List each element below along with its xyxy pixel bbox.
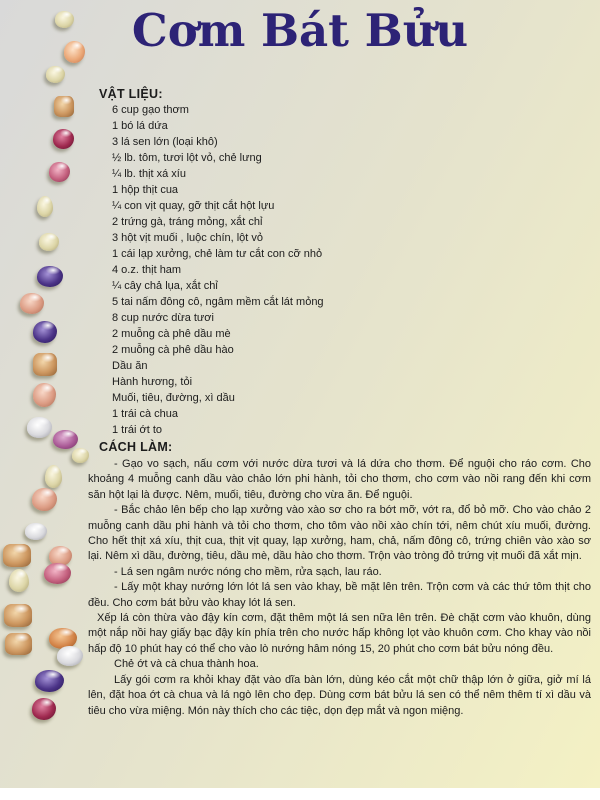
bead-gem-icon: [45, 465, 62, 488]
bead-gem-icon: [46, 66, 65, 83]
ingredient-item: ¼ con vịt quay, gỡ thịt cắt hột lựu: [112, 200, 275, 212]
bead-gem-icon: [32, 488, 57, 511]
ingredient-item: ½ lb. tôm, tươi lột vỏ, chẻ lưng: [112, 152, 262, 164]
ingredient-item: Hành hương, tỏi: [112, 376, 193, 388]
ingredient-item: 3 lá sen lớn (loại khô): [112, 136, 218, 148]
instructions-body: [88, 457, 591, 719]
instruction-paragraph: Xếp lá còn thừa vào đậy kín cơm, đặt thêm một lá sen nữa lên trên. Đè chặt cơm vào khuôn, dùng một nắp nồi hay giấy bạc đậy kín phía trên cho nước hấp không lọt vào khuôn cơm. Cho khay vào nồi hấp độ 10 phút hay có thể cho vào lò nướng hâm nóng 15, 20 phút cho cơm bát bửu nóng đều.: [88, 612, 591, 655]
bead-gem-icon: [4, 604, 32, 627]
bead-gem-icon: [5, 633, 32, 655]
ingredient-item: 1 bó lá dứa: [112, 120, 168, 132]
ingredient-item: 1 trái cà chua: [112, 408, 179, 420]
ingredients-heading: VẬT LIỆU:: [99, 87, 163, 101]
bead-gem-icon: [33, 383, 56, 407]
bead-gem-icon: [72, 448, 89, 463]
bead-border: [0, 0, 100, 788]
bead-gem-icon: [35, 670, 64, 692]
bead-gem-icon: [27, 417, 52, 438]
bead-gem-icon: [3, 544, 31, 567]
ingredients-list: [112, 102, 532, 438]
ingredient-item: ¼ lb. thịt xá xíu: [112, 168, 186, 180]
bead-gem-icon: [32, 698, 56, 720]
bead-gem-icon: [37, 266, 63, 287]
instruction-paragraph: - Bắc chảo lên bếp cho lạp xưởng vào xào sơ cho ra bớt mỡ, vớt ra, đổ bỏ mỡ. Cho vào chảo 2 muỗng canh dầu phi hành và tỏi cho thơm, cho tôm vào nồi xào chín tới, nêm chút xíu muối, đường. Cho hết thịt xá xíu, thịt cua, thịt vịt quay, lạp xưởng, ham, chả, nấm đông cô, trứng chiên vào xào sơ lại. Nêm xì dầu, đường, tiêu, dầu mè, dầu hào cho thơm. Trộn vào tròng đỏ trứng vịt muối đã xắt mịn.: [88, 504, 591, 563]
instruction-paragraph: Lấy gói cơm ra khỏi khay đặt vào dĩa bàn lớn, dùng kéo cắt một chữ thập lớn ở giữa, giở mí lá lên, đặt hoa ớt cà chua và lá ngò lên cho đẹp. Dùng cơm bát bửu lá sen có thể nêm thêm tí xì dầu và tiêu cho vừa miệng. Món này thích cho các tiệc, dọn đẹp mắt và ngon miệng.: [88, 673, 591, 717]
bead-gem-icon: [54, 96, 74, 117]
bead-gem-icon: [25, 523, 47, 540]
ingredient-item: 5 tai nấm đông cô, ngâm mềm cắt lát mỏng: [112, 296, 324, 308]
bead-gem-icon: [53, 129, 74, 149]
bead-gem-icon: [39, 233, 59, 251]
ingredient-item: 2 muỗng cà phê dầu hào: [112, 344, 234, 356]
bead-gem-icon: [9, 569, 29, 592]
page-title: Cơm Bát Bửu: [131, 4, 469, 57]
page-bottom-margin: [0, 788, 600, 800]
ingredient-item: 1 hộp thịt cua: [112, 184, 179, 196]
bead-gem-icon: [53, 430, 78, 449]
bead-gem-icon: [37, 196, 53, 217]
bead-gem-icon: [57, 646, 83, 666]
instruction-paragraph: - Lấy một khay nướng lớn lót lá sen vào khay, bề mặt lên trên. Trộn cơm và các thứ tôm thịt cho đều. Cho cơm bát bửu vào khay lót lá sen.: [88, 581, 591, 609]
ingredient-item: ¼ cây chả lụa, xắt chỉ: [112, 280, 218, 292]
ingredient-item: Muối, tiêu, đường, xì dầu: [112, 392, 235, 404]
bead-gem-icon: [49, 162, 70, 182]
ingredient-item: 4 o.z. thịt ham: [112, 264, 182, 276]
instruction-paragraph: Chẻ ớt và cà chua thành hoa.: [114, 658, 259, 671]
ingredient-item: 8 cup nước dừa tươi: [112, 312, 214, 324]
ingredient-item: 6 cup gạo thơm: [112, 104, 189, 116]
instruction-paragraph: - Lá sen ngâm nước nóng cho mềm, rửa sạch, lau ráo.: [114, 565, 382, 578]
bead-gem-icon: [44, 563, 71, 584]
ingredient-item: 3 hột vịt muối , luộc chín, lột vỏ: [112, 232, 264, 244]
ingredient-item: Dầu ăn: [112, 360, 148, 372]
bead-gem-icon: [20, 293, 44, 314]
ingredient-item: 1 cái lạp xưởng, chẻ làm tư cắt con cỡ nhỏ: [112, 248, 323, 260]
bead-gem-icon: [33, 353, 57, 376]
ingredient-item: 1 trái ớt to: [112, 424, 163, 436]
ingredient-item: 2 muỗng cà phê dầu mè: [112, 328, 231, 340]
ingredient-item: 2 trứng gà, tráng mỏng, xắt chỉ: [112, 216, 263, 228]
instruction-paragraph: - Gạo vo sạch, nấu cơm với nước dừa tươi và lá dứa cho thơm. Để nguội cho ráo cơm. Cho khoảng 4 muỗng canh dầu vào chảo lớn phi hành, tỏi cho thơm, cho cơm vào nồi rang đến khi cơm săn hột lại là được. Nêm, muối, tiêu, đường cho vừa ăn. Để nguội.: [88, 458, 591, 501]
instructions-heading: CÁCH LÀM:: [99, 440, 173, 454]
bead-gem-icon: [33, 321, 57, 343]
